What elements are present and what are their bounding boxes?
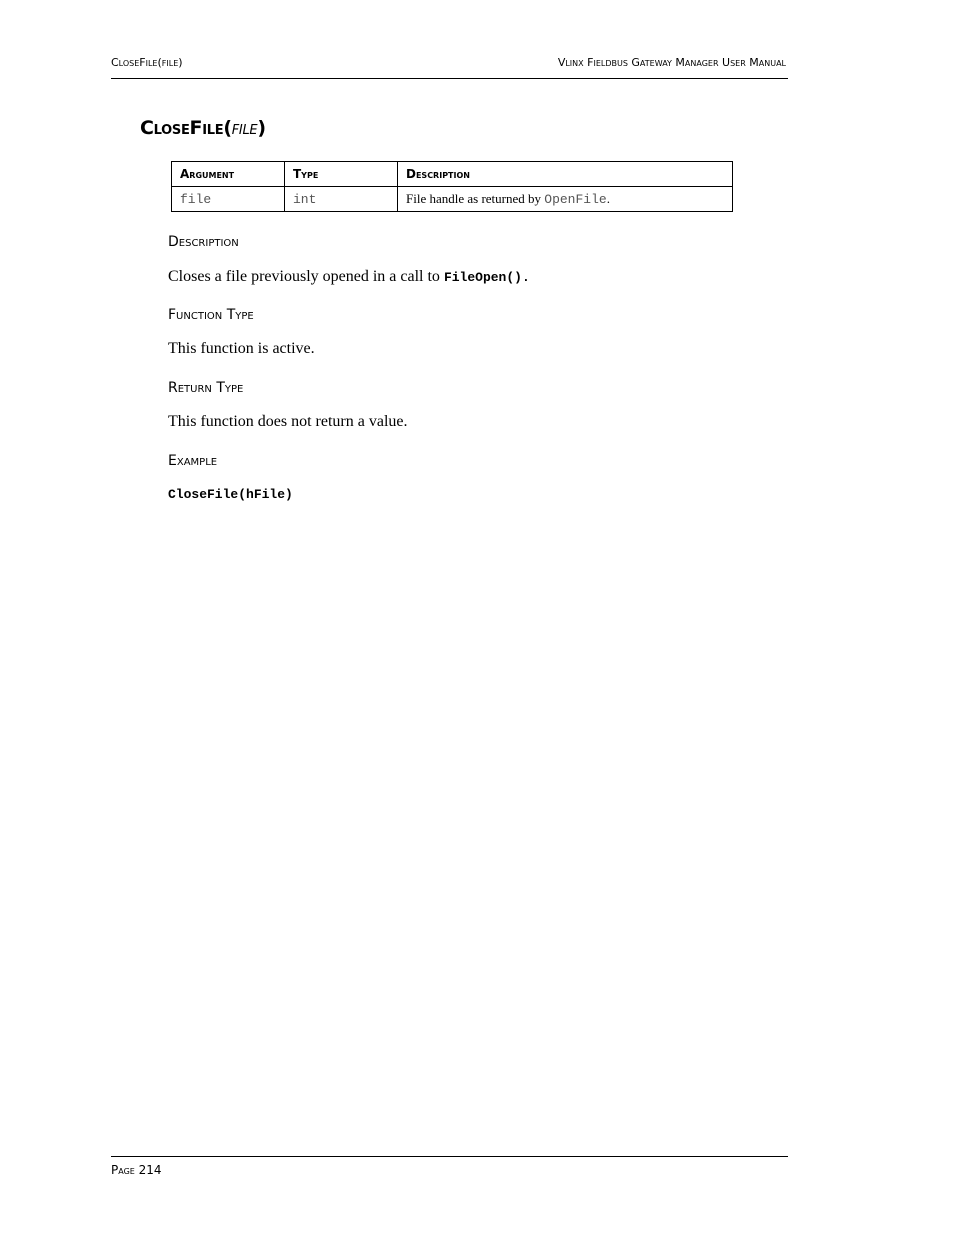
cell-description <box>398 187 733 212</box>
cell-description-code: OpenFile <box>544 192 607 207</box>
description-end: . <box>521 270 530 285</box>
column-header-type: Type <box>285 162 398 187</box>
description-text: Closes a file previously opened in a call to <box>168 268 444 285</box>
column-header-argument: Argument <box>172 162 285 187</box>
header-right: Vlinx Fieldbus Gateway Manager User Manual <box>557 56 786 69</box>
cell-description-end: . <box>606 191 610 206</box>
page-number: Page 214 <box>111 1163 162 1177</box>
return-type-paragraph: This function does not return a value. <box>168 413 408 430</box>
column-header-description: Description <box>398 162 733 187</box>
cell-argument: file <box>172 187 285 212</box>
title-close-paren: ) <box>257 117 266 139</box>
function-type-paragraph: This function is active. <box>168 340 315 357</box>
section-heading-function-type: Function Type <box>168 307 254 323</box>
title-argument: file <box>231 117 258 139</box>
cell-description-text: File handle as returned by <box>406 191 545 206</box>
page-footer <box>111 1156 788 1177</box>
page-title <box>140 117 266 139</box>
table-header-row <box>172 162 733 187</box>
section-heading-return-type: Return Type <box>168 380 244 396</box>
page-header <box>111 56 788 79</box>
header-left: CloseFile(file) <box>111 56 183 69</box>
section-heading-example: Example <box>168 453 218 469</box>
cell-type: int <box>285 187 398 212</box>
description-paragraph <box>168 268 530 286</box>
table-row <box>172 187 733 212</box>
description-code: FileOpen() <box>443 270 522 285</box>
argument-table <box>171 161 733 212</box>
title-function-name: CloseFile( <box>140 117 232 139</box>
section-heading-description: Description <box>168 234 239 250</box>
example-code: CloseFile(hFile) <box>168 487 293 502</box>
